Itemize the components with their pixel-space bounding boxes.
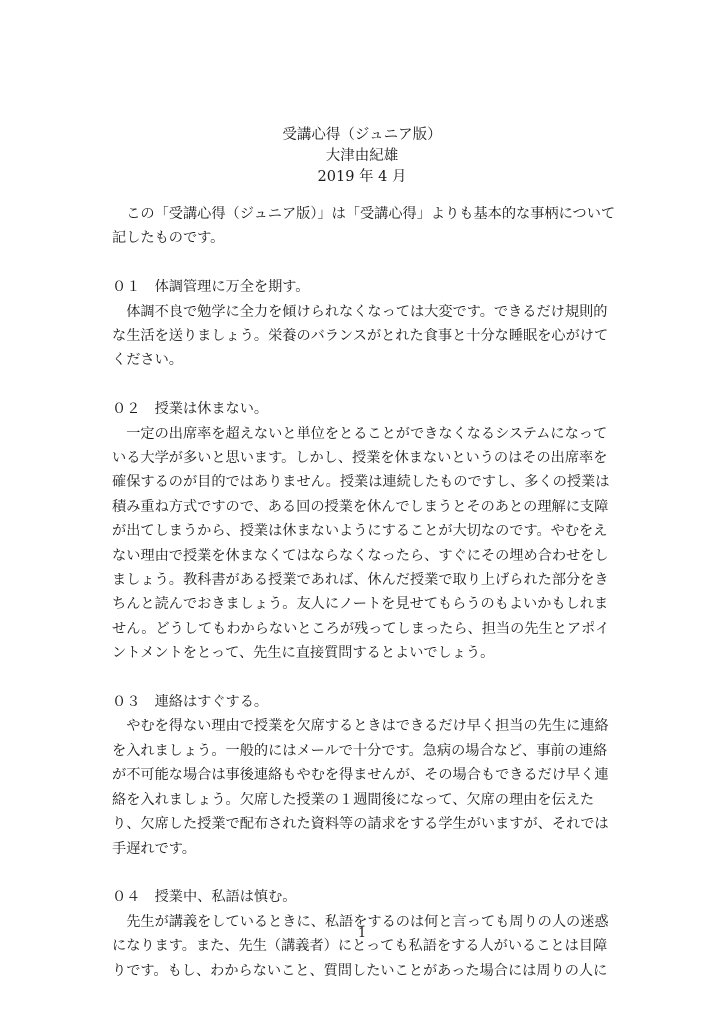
section-heading: ０１ 体調管理に万全を期す。 [112, 279, 310, 296]
section-paragraph: やむを得ない理由で授業を欠席するときはできるだけ早く担当の先生に連絡を入れましょう。一般的にはメールで十分です。急病の場合など、事前の連絡が不可能な場合は事後連絡もやむを得ませんが、その場合もできるだけ早く連絡を入れましょう。欠席した授業の１週間後になって、欠席の理由を伝えたり、欠席した授業で配布された資料等の請求をする学生がいますが、それでは手遅れです。 [112, 718, 609, 857]
section-heading: ０２ 授業は休まない。 [112, 401, 269, 418]
section-heading: ０３ 連絡はすぐする。 [112, 694, 269, 711]
document-body [112, 202, 620, 983]
section-paragraph: 先生が講義をしているときに、私語をするのは何と言っても周りの人の迷惑になります。また、先生（講義者）にとっても私語をする人がいることは目障りです。もし、わからないこと、質問したいことがあった場合には周りの人に [112, 913, 609, 979]
section-heading: ０４ 授業中、私語は慎む。 [112, 889, 297, 906]
intro-paragraph: この「受講心得（ジュニア版）」は「受講心得」よりも基本的な事柄について記したものです。 [112, 206, 616, 247]
page-number: 1 [357, 926, 367, 941]
document-title: 受講心得（ジュニア版） [282, 127, 442, 143]
section-paragraph: 体調不良で勉学に全力を傾けられなくなっては大変です。できるだけ規則的な生活を送りましょう。栄養のバランスがとれた食事と十分な睡眠を心がけてください。 [112, 303, 609, 369]
document-author: 大津由紀雄 [325, 148, 399, 164]
document-header [0, 125, 724, 188]
document-date: 2019 年 4 月 [317, 169, 407, 185]
section-paragraph: 一定の出席率を超えないと単位をとることができなくなるシステムになっている大学が多いと思います。しかし、授業を休まないというのはその出席率を確保するのが目的ではありません。授業は連続したものですし、多くの授業は積み重ね方式ですので、ある回の授業を休んでしまうとそのあとの理解に支障が出てしまうから、授業は休まないようにすることが大切なのです。やむをえない理由で授業を休まなくてはならなくなったら、すぐにその埋め合わせをしましょう。教科書がある授業であれば、休んだ授業で取り上げられた部分をきちんと読んでおきましょう。友人にノートを見せてもらうのもよいかもしれません。どうしてもわからないところが残ってしまったら、担当の先生とアポイントメントをとって、先生に直接質問するとよいでしょう。 [112, 425, 610, 662]
